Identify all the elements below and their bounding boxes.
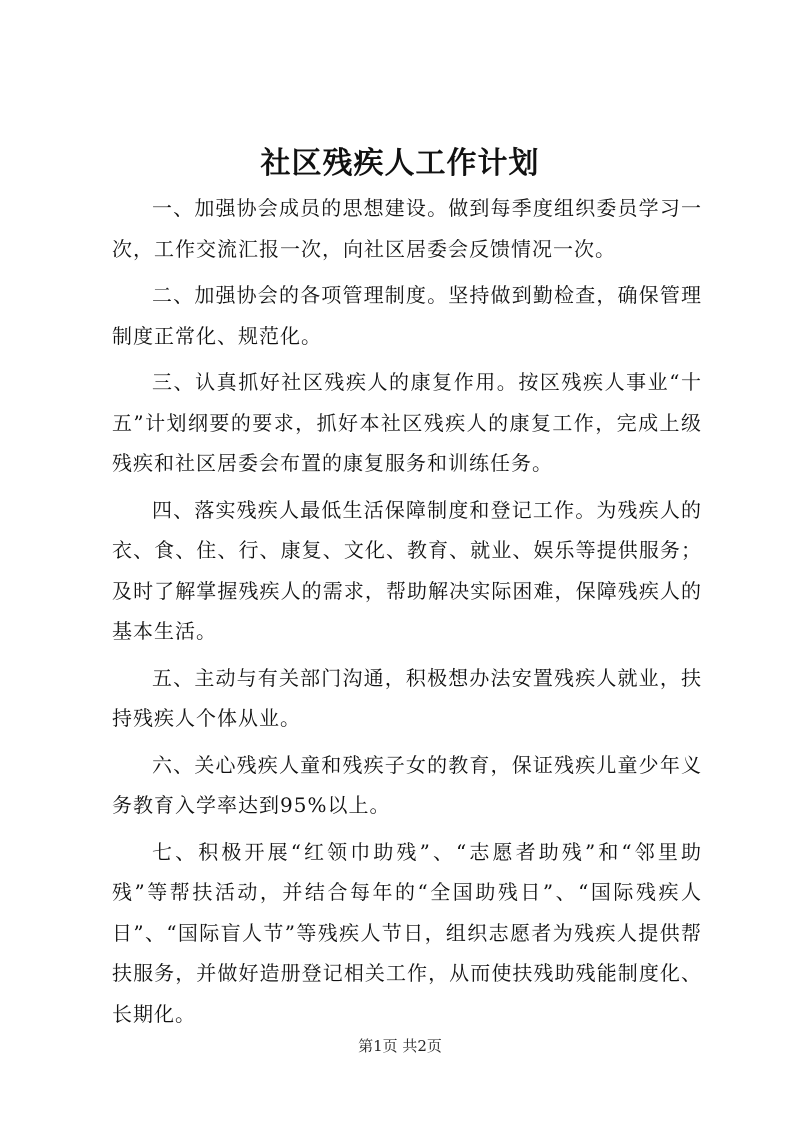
paragraph-1: 一、加强协会成员的思想建设。做到每季度组织委员学习一次，工作交流汇报一次，向社区居委会反馈情况一次。 [112, 196, 702, 261]
document-body [112, 188, 702, 1040]
document-title: 社区残疾人工作计划 [260, 146, 540, 181]
paragraph-3: 三、认真抓好社区残疾人的康复作用。按区残疾人事业“十五”计划纲要的要求，抓好本社区残疾人的康复工作，完成上级残疾和社区居委会布置的康复服务和训练任务。 [112, 370, 702, 475]
paragraph-5: 五、主动与有关部门沟通，积极想办法安置残疾人就业，扶持残疾人个体从业。 [112, 665, 702, 730]
page-number-footer: 第1页 共2页 [358, 1037, 442, 1055]
paragraph-7: 七、积极开展“红领巾助残”、“志愿者助残”和“邻里助残”等帮扶活动，并结合每年的“全国助残日”、“国际残疾人日”、“国际盲人节”等残疾人节日，组织志愿者为残疾人提供帮扶服务，并做好造册登记相关工作，从而使扶残助残能制度化、长期化。 [112, 839, 702, 1026]
paragraph-6: 六、关心残疾人童和残疾子女的教育，保证残疾儿童少年义务教育入学率达到95%以上。 [112, 752, 702, 817]
paragraph-4: 四、落实残疾人最低生活保障制度和登记工作。为残疾人的衣、食、住、行、康复、文化、教育、就业、娱乐等提供服务；及时了解掌握残疾人的需求，帮助解决实际困难，保障残疾人的基本生活。 [112, 497, 702, 643]
paragraph-2: 二、加强协会的各项管理制度。坚持做到勤检查，确保管理制度正常化、规范化。 [112, 283, 702, 348]
